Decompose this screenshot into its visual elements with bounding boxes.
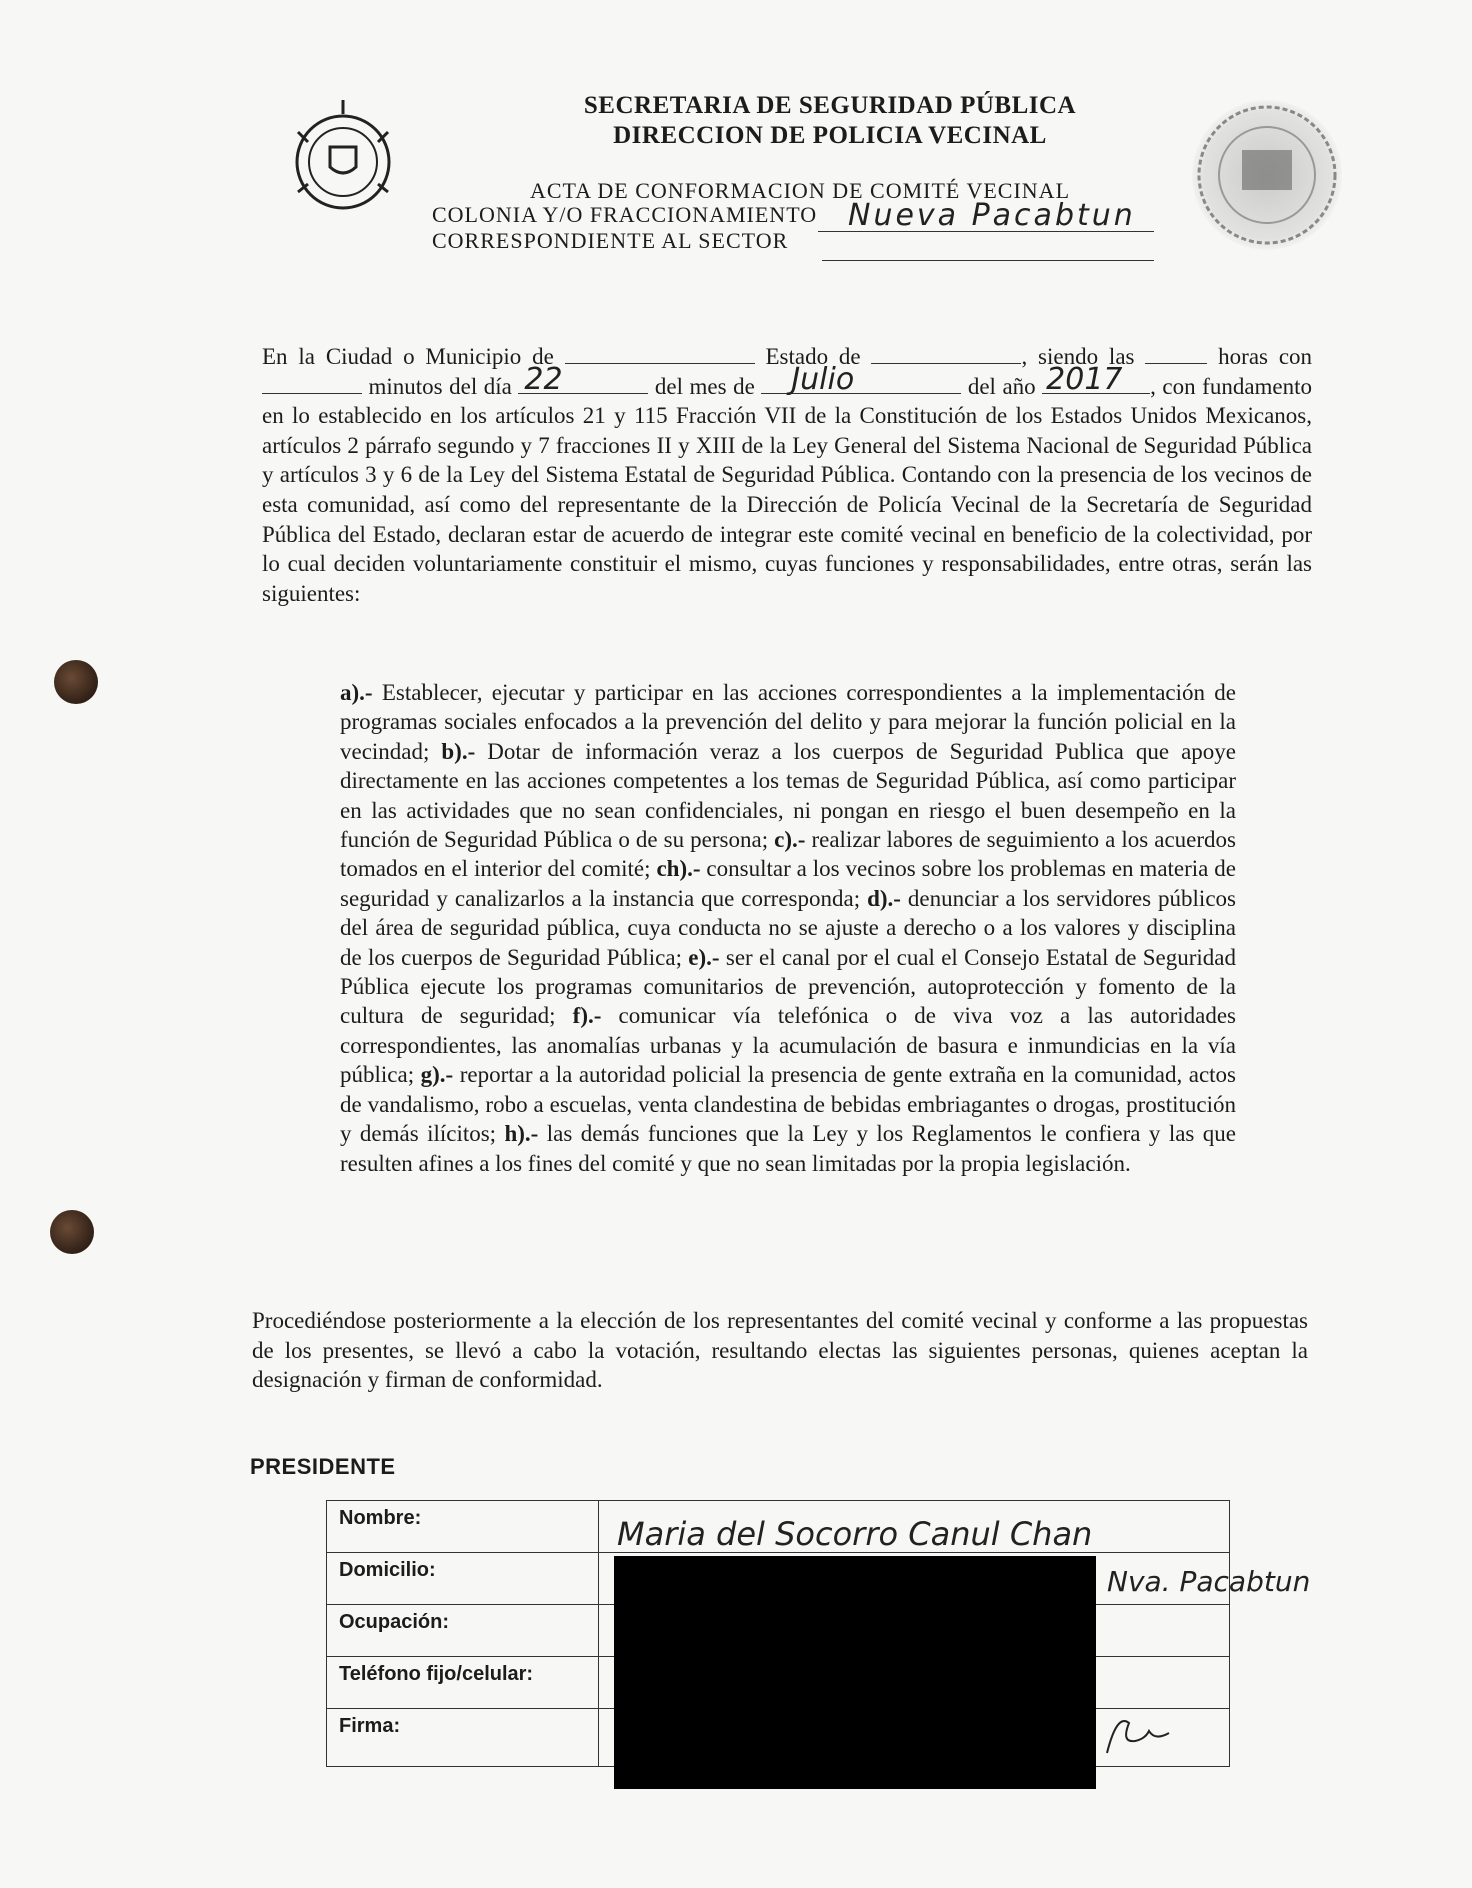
function-text: Dotar de información veraz a los cuerpos de Seguridad Publica que apoye directamente en las acciones competentes a los temas de Seguridad Pública, así como participar en las actividades que no sean confidenciales, ni pongan en riesgo el buen desempeño en la función de Seguridad Pública o de su persona; [340, 738, 1236, 853]
month-value: Julio [791, 362, 855, 397]
nombre-label: Nombre: [327, 1501, 599, 1553]
punch-hole-top [54, 660, 98, 704]
punch-hole-bottom [50, 1210, 94, 1254]
function-letter: ch).- [656, 856, 701, 882]
function-letter: e).- [688, 944, 720, 970]
mes-field [761, 362, 961, 397]
acta-title: ACTA DE CONFORMACION DE COMITÉ VECINAL [530, 178, 1071, 203]
header-line-1: SECRETARIA DE SEGURIDAD PÚBLICA [583, 92, 1077, 119]
estado-field [871, 343, 1021, 364]
function-letter: h).- [504, 1121, 539, 1147]
function-text: comunicar vía telefónica o de viva voz a las autoridades correspondientes, las anomalías urbanas y la acumulación de basura e inmundicias en la vía pública; [340, 1003, 1236, 1088]
function-letter: d).- [867, 885, 901, 911]
function-text: realizar labores de seguimiento a los acuerdos tomados en el interior del comité; [340, 827, 1236, 882]
function-letter: a).- [340, 680, 373, 705]
intro-text: horas con [1218, 344, 1313, 369]
dia-field [518, 362, 648, 397]
intro-text: minutos del día [368, 373, 512, 399]
year-value: 2017 [1046, 362, 1123, 397]
sector-label: CORRESPONDIENTE AL SECTOR [432, 228, 789, 253]
intro-text: del mes de [654, 373, 755, 399]
day-value: 22 [524, 362, 563, 397]
intro-text: Estado de [765, 344, 861, 369]
function-text: consultar a los vecinos sobre los problemas en materia de seguridad y canalizarlos a la instancia que corresponda; [340, 856, 1236, 911]
sector-field [822, 238, 1154, 261]
intro-body: , con fundamento en lo establecido en los artículos 21 y 115 Fracción VII de la Constitución de los Estados Unidos Mexicanos, artículos 2 párrafo segundo y 7 fracciones II y XIII de la Ley General del Sistema Nacional de Seguridad Pública y artículos 3 y 6 de la Ley del Sistema Estatal de Seguridad Pública. Contando con la presencia de los vecinos de esta comunidad, así como del representante de la Dirección de Policía Vecinal de la Secretaría de Seguridad Pública del Estado, declaran estar de acuerdo de integrar este comité vecinal en beneficio de la colectividad, por lo cual deciden voluntariamente constituir el mismo, cuyas funciones y responsabilidades, entre otras, serán las siguientes: [262, 373, 1313, 606]
function-text: denunciar a los servidores públicos del área de seguridad pública, cuya conducta no se ajuste a derecho o a los valores y disciplina de los cuerpos de Seguridad Pública; [340, 885, 1236, 970]
hora-field [1145, 343, 1207, 364]
intro-text: En la Ciudad o Municipio de [262, 344, 554, 369]
function-text: las demás funciones que la Ley y los Reglamentos le confiera y las que resulten afines a los fines del comité y que no sean limitadas por la propia legislación. [340, 1121, 1236, 1176]
ciudad-field [565, 343, 755, 364]
function-letter: g).- [420, 1062, 454, 1088]
minutos-field [262, 373, 362, 394]
ocupacion-label: Ocupación: [327, 1605, 599, 1657]
domicilio-value: Nva. Pacabtun [1107, 1565, 1311, 1598]
header-line-2: DIRECCION DE POLICIA VECINAL [613, 122, 1047, 149]
emblem-logo [278, 92, 408, 222]
colonia-value: Nueva Pacabtun [848, 198, 1136, 233]
president-heading: PRESIDENTE [250, 1454, 396, 1479]
nombre-value: Maria del Socorro Canul Chan [617, 1515, 1093, 1553]
signature [1087, 1703, 1177, 1759]
function-text: ser el canal por el cual el Consejo Estatal de Seguridad Pública ejecute los programas comunitarios de prevención, autoprotección y fomento de la cultura de seguridad; [340, 944, 1236, 1029]
closing-paragraph: Procediéndose posteriormente a la elección de los representantes del comité vecinal y conforme a las propuestas de los presentes, se llevó a cabo la votación, resultando electas las siguientes personas, quienes aceptan la designación y firman de conformidad. [252, 1308, 1308, 1393]
redaction-block [614, 1556, 1096, 1789]
intro-text: , siendo las [1021, 344, 1135, 369]
function-text: Establecer, ejecutar y participar en las acciones correspondientes a la implementación de programas sociales enfocados a la prevención del delito y para mejorar la función policial en la vecindad; [340, 680, 1236, 764]
function-letter: c).- [774, 827, 806, 853]
telefono-label: Teléfono fijo/celular: [327, 1657, 599, 1709]
domicilio-label: Domicilio: [327, 1553, 599, 1605]
colonia-label: COLONIA Y/O FRACCIONAMIENTO [432, 202, 818, 227]
anio-field [1042, 362, 1150, 397]
nombre-value-cell [599, 1501, 1230, 1553]
intro-paragraph [262, 342, 1312, 608]
colonia-field [818, 198, 1154, 233]
functions-paragraph [340, 678, 1236, 1178]
firma-label: Firma: [327, 1709, 599, 1767]
intro-text: del año [967, 373, 1036, 399]
table-row [327, 1501, 1230, 1553]
function-letter: f).- [572, 1003, 602, 1029]
function-letter: b).- [441, 738, 476, 764]
function-text: reportar a la autoridad policial la presencia de gente extraña en la comunidad, actos de vandalismo, robo a escuelas, venta clandestina de bebidas embriagantes o drogas, prostitución y demás ilícitos; [340, 1062, 1236, 1147]
